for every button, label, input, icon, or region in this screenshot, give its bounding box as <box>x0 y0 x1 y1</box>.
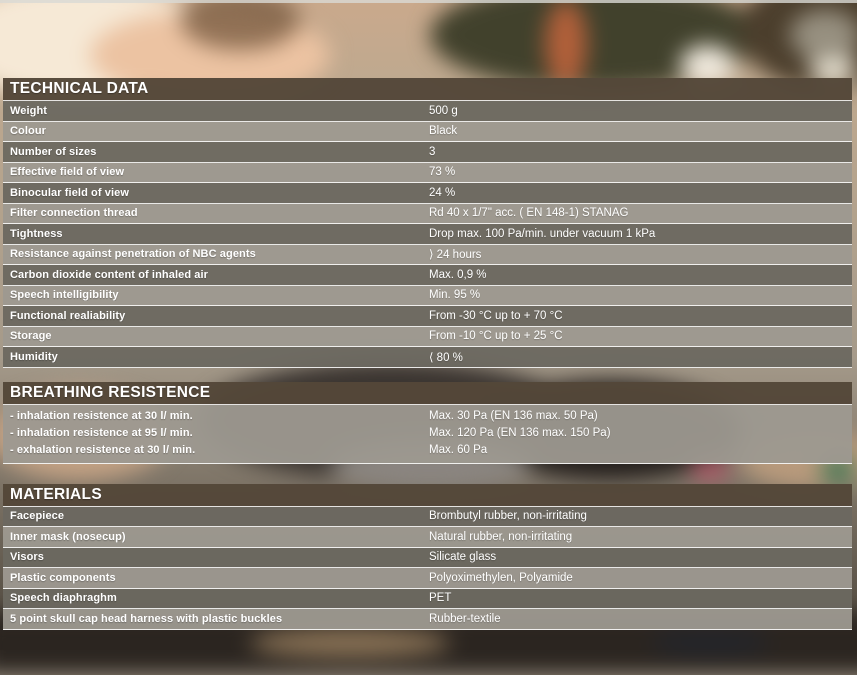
section-title-breathing-resistence: BREATHING RESISTENCE <box>3 382 852 405</box>
table-row <box>3 142 852 163</box>
spec-label: Speech intelligibility <box>10 289 119 302</box>
table-row <box>3 507 852 528</box>
spec-value: Min. 95 % <box>429 289 481 302</box>
spec-label: Carbon dioxide content of inhaled air <box>10 268 209 281</box>
table-row <box>3 245 852 266</box>
spec-value: Max. 60 Pa <box>429 443 488 456</box>
table-row <box>3 101 852 122</box>
spec-label: Binocular field of view <box>10 186 130 199</box>
spec-value: Rd 40 x 1/7" acc. ( EN 148-1) STANAG <box>429 207 629 220</box>
spec-value: 24 % <box>429 186 456 199</box>
spec-label: Speech diaphraghm <box>10 592 117 605</box>
spec-label: - inhalation resistence at 30 l/ min. <box>10 409 193 422</box>
spec-label: Functional realiability <box>10 309 126 322</box>
table-row <box>3 224 852 245</box>
spec-value: Natural rubber, non-irritating <box>429 530 573 543</box>
spec-value: Brombutyl rubber, non-irritating <box>429 510 587 523</box>
spec-value: Max. 0,9 % <box>429 268 487 281</box>
table-row <box>3 609 852 630</box>
spec-label: Filter connection thread <box>10 207 138 220</box>
spec-value: Silicate glass <box>429 551 497 564</box>
spec-value: Black <box>429 125 458 138</box>
spec-label: Visors <box>10 551 45 564</box>
table-row <box>3 204 852 225</box>
spec-value: ⟩ 24 hours <box>429 249 482 262</box>
table-row <box>3 163 852 184</box>
spec-value: 73 % <box>429 166 456 179</box>
spec-label: Humidity <box>10 350 58 363</box>
table-row <box>3 327 852 348</box>
table-row <box>3 548 852 569</box>
spec-value: Rubber-textile <box>429 612 501 625</box>
spec-label: Tightness <box>10 227 63 240</box>
table-row <box>3 286 852 307</box>
photo-top-highlight <box>0 0 857 3</box>
section-breathing-resistence <box>3 382 852 464</box>
spec-label: Colour <box>10 125 47 138</box>
photo-blob <box>790 10 857 60</box>
section-title-materials: MATERIALS <box>3 484 852 507</box>
spec-label: 5 point skull cap head harness with plastic buckles <box>10 612 283 625</box>
spec-label: Weight <box>10 104 48 117</box>
table-row <box>3 589 852 610</box>
section-technical-data <box>3 78 852 368</box>
spec-value: 500 g <box>429 104 458 117</box>
table-row <box>3 568 852 589</box>
spec-label: Plastic components <box>10 571 116 584</box>
table-row <box>3 122 852 143</box>
spec-value: ⟨ 80 % <box>429 351 463 364</box>
spec-label: Number of sizes <box>10 145 97 158</box>
table-row <box>3 306 852 327</box>
table-row <box>3 265 852 286</box>
spec-value: Max. 30 Pa (EN 136 max. 50 Pa) <box>429 409 598 422</box>
spec-value: 3 <box>429 145 436 158</box>
spec-value: Max. 120 Pa (EN 136 max. 150 Pa) <box>429 426 611 439</box>
table-row <box>3 527 852 548</box>
photo-blob <box>650 630 770 655</box>
spec-label: - exhalation resistence at 30 l/ min. <box>10 443 196 456</box>
spec-label: Storage <box>10 330 52 343</box>
spec-sheet <box>3 78 852 630</box>
section-materials <box>3 484 852 630</box>
section-title-technical-data: TECHNICAL DATA <box>3 78 852 101</box>
spec-value: Drop max. 100 Pa/min. under vacuum 1 kPa <box>429 227 656 240</box>
spec-label: Resistance against penetration of NBC agents <box>10 248 256 261</box>
spec-value: Polyoximethylen, Polyamide <box>429 571 573 584</box>
spec-label: Inner mask (nosecup) <box>10 530 126 543</box>
spec-label: - inhalation resistence at 95 l/ min. <box>10 426 193 439</box>
spec-group-labels <box>3 408 429 459</box>
spec-value: From -10 °C up to + 25 °C <box>429 330 563 343</box>
table-row <box>3 183 852 204</box>
spec-label: Facepiece <box>10 510 65 523</box>
spec-label: Effective field of view <box>10 166 125 179</box>
photo-blob <box>250 628 450 658</box>
spec-group-row <box>3 405 852 464</box>
spec-value: PET <box>429 592 452 605</box>
photo-blob <box>545 0 587 88</box>
spec-value: From -30 °C up to + 70 °C <box>429 309 563 322</box>
table-row <box>3 347 852 368</box>
spec-group-values <box>429 408 852 459</box>
